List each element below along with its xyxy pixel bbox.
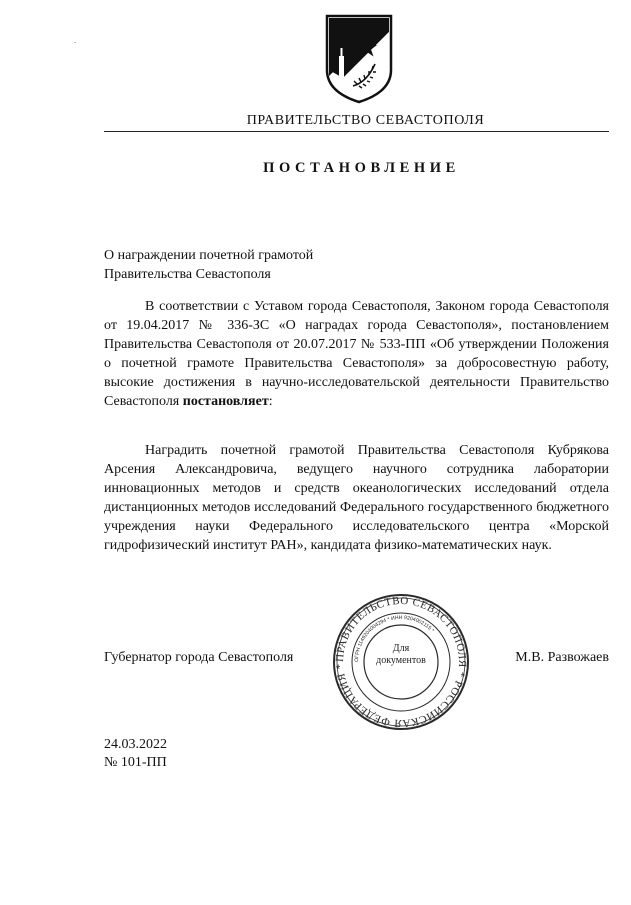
award-paragraph: Наградить почетной грамотой Правительства Севастополя Кубрякова Арсения Александровича, ведущего научного сотрудника лаборатории инновационных методов и средств океанологических исследований отдела дистанционных методов исследований Федерального государственного бюджетного учреждения науки Федерального исследовательского центра «Морской гидрофизический институт РАН», кандидата физико-математических наук.	[104, 443, 609, 553]
header-divider	[104, 131, 609, 132]
document-type-title: ПОСТАНОВЛЕНИЕ	[263, 160, 460, 176]
seal-inner-text: ОГРН 1149204004294 * ИНН 9204002115 *	[353, 614, 436, 663]
seal-outer-text: ПРАВИТЕЛЬСТВО СЕВАСТОПОЛЯ * РОССИЙСКАЯ ФЕДЕРАЦИЯ *	[333, 594, 469, 730]
seal-center-line-2: документов	[376, 655, 426, 666]
resolves-keyword: постановляет	[182, 394, 269, 409]
organization-name: ПРАВИТЕЛЬСТВО СЕВАСТОПОЛЯ	[246, 113, 485, 128]
scan-speck	[74, 42, 76, 43]
sevastopol-coat-of-arms-icon	[323, 12, 395, 104]
seal-center-line-1: Для	[392, 643, 410, 654]
signatory-name: М.В. Развожаев	[515, 650, 609, 665]
subject-line-2: Правительства Севастополя	[104, 267, 271, 282]
document-number: № 101-ПП	[104, 755, 167, 770]
preamble-end: :	[268, 394, 273, 409]
document-subject	[104, 246, 313, 284]
preamble-paragraph	[104, 297, 609, 411]
document-date-number	[104, 736, 167, 772]
document-date: 24.03.2022	[104, 737, 167, 752]
signatory-position: Губернатор города Севастополя	[104, 650, 294, 665]
subject-line-1: О награждении почетной грамотой	[104, 248, 314, 263]
seal-center-text	[331, 643, 471, 667]
preamble-text: В соответствии с Уставом города Севастополя, Законом города Севастополя от 19.04.2017 № 336-ЗС «О наградах города Севастополя», постановлением Правительства Севастополя от 20.07.2017 № 533-ПП «Об утверждении Положения о почетной грамоте Правительства Севастополя» за добросовестную работу, высокие достижения в научно-исследовательской деятельности Правительство Севастополя	[104, 299, 609, 409]
